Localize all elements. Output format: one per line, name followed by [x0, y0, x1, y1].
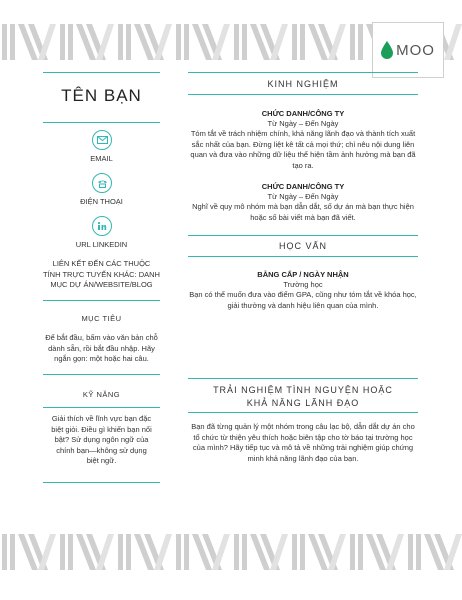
phone-label: ĐIỆN THOẠI — [80, 197, 123, 206]
volunteer-heading-line1: TRẢI NGHIỆM TÌNH NGUYỆN HOẶC — [213, 385, 393, 395]
job-title: CHỨC DANH/CÔNG TY — [261, 109, 345, 118]
divider — [188, 94, 418, 95]
job-dates: Từ Ngày – Đến Ngày — [267, 119, 339, 128]
zigzag-pattern — [0, 534, 462, 570]
divider — [188, 235, 418, 236]
job-entry — [188, 182, 418, 223]
divider — [43, 300, 160, 301]
divider — [188, 412, 418, 413]
job-title: CHỨC DANH/CÔNG TY — [261, 182, 345, 191]
divider — [43, 72, 160, 73]
job-description: Nghĩ về quy mô nhóm mà bạn dẫn dắt, số dự án mà bạn thực hiện hoặc số bài viết mà bạn đã viết. — [192, 202, 414, 222]
divider — [188, 256, 418, 257]
education-heading: HỌC VẤN — [278, 241, 327, 251]
divider — [43, 407, 160, 408]
divider — [43, 122, 160, 123]
volunteer-heading — [188, 384, 418, 410]
divider — [188, 378, 418, 379]
divider — [43, 374, 160, 375]
objective-text: Để bắt đầu, bấm vào văn bản chỗ dành sẵn, rồi bắt đầu nhập. Hãy ngắn gọn: một hoặc hai câu. — [45, 333, 158, 363]
divider — [188, 72, 418, 73]
job-entry — [188, 109, 418, 171]
volunteer-text: Bạn đã từng quản lý một nhóm trong câu lạc bộ, dẫn dắt dự án cho tổ chức từ thiện yêu thích hoặc biên tập cho tờ báo tại trường học của mình? Hãy tiếp tục và mô tả về những trải nghiệm giúp chứng minh khả năng lãnh đạo của bạn. — [191, 422, 415, 463]
divider — [43, 482, 160, 483]
bottom-pattern-band — [0, 534, 462, 570]
name-heading: TÊN BẠN — [61, 86, 142, 105]
skills-text: Giải thích về lĩnh vực bạn đặc biệt giỏi. Điều gì khiến bạn nổi bật? Sử dụng ngôn ngữ của chính bạn—không sử dụng biệt ngữ. — [51, 414, 152, 465]
online-links: LIÊN KẾT ĐẾN CÁC THUỘC TÍNH TRỰC TUYẾN KHÁC: DANH MỤC DỰ ÁN/WEBSITE/BLOG — [43, 259, 160, 289]
phone-icon — [92, 173, 112, 193]
school-name: Trường học — [283, 280, 323, 289]
job-dates: Từ Ngày – Đến Ngày — [267, 192, 339, 201]
logo-text: MOO — [396, 41, 435, 59]
email-icon — [92, 130, 112, 150]
volunteer-heading-line2: KHẢ NĂNG LÃNH ĐẠO — [246, 398, 360, 408]
drop-logo-icon — [381, 41, 393, 59]
skills-heading: KỸ NĂNG — [82, 390, 121, 399]
degree-title: BẰNG CẤP / NGÀY NHẬN — [257, 270, 349, 279]
linkedin-icon — [92, 216, 112, 236]
education-entry — [188, 270, 418, 311]
linkedin-label: URL LINKEDIN — [75, 240, 128, 249]
email-label: EMAIL — [90, 154, 113, 163]
objective-heading: MỤC TIÊU — [81, 314, 122, 323]
experience-heading: KINH NGHIỆM — [267, 79, 339, 89]
job-description: Tóm tắt về trách nhiệm chính, khả năng lãnh đạo và thành tích xuất sắc nhất của bạn. Đừng liệt kê tất cả mọi thứ; chỉ nêu nội dung liên quan và đưa vào những dữ liệu thể hiện tầm ảnh hưởng mà bạn đã tạo ra. — [190, 129, 416, 170]
education-description: Bạn có thể muốn đưa vào điểm GPA, cũng như tóm tắt về khóa học, giải thưởng và danh hiệu liên quan của mình. — [189, 290, 417, 310]
moo-logo — [372, 22, 444, 78]
